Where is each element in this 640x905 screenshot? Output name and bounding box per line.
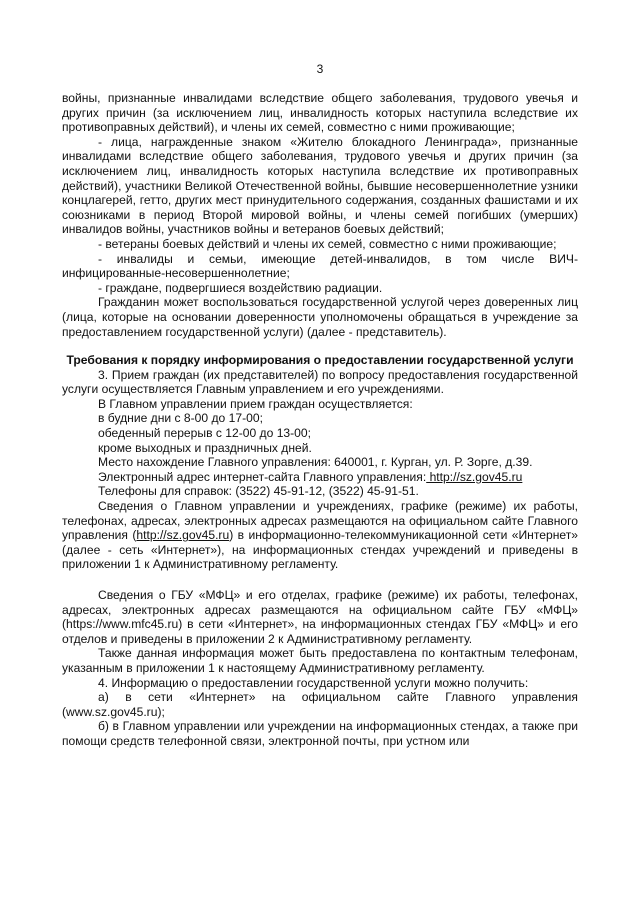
paragraph-weekdays: в будние дни с 8-00 до 17-00; xyxy=(98,411,263,426)
paragraph-3-reception: 3. Прием граждан (их представителей) по вопросу предоставления государственной услуги осуществляется Главным управлением и его учреждениями. xyxy=(62,367,578,397)
paragraph-veterans-invalids: войны, признанные инвалидами вследствие общего заболевания, трудового увечья и других причин (за исключением лиц, инвалидность которых наступила вследствие их противоправных действий), и члены их семей, совместно с ними проживающие; xyxy=(62,91,578,135)
paragraph-mfc-info: Сведения о ГБУ «МФЦ» и его отделах, графике (режиме) их работы, телефонах, адресах, электронных адресах размещаются на официальном сайте ГБУ «МФЦ» (https://www.mfc45.ru) в сети «Интернет», на информационных стендах ГБУ «МФЦ» и его отделов и приведены в приложении 2 к Административному регламенту. xyxy=(62,588,578,646)
paragraph-disabled-families: - инвалиды и семьи, имеющие детей-инвалидов, в том числе ВИЧ-инфицированные-несовершеннолетние; xyxy=(62,251,578,281)
info-placement-text-a: Сведения о Главном управлении и учреждениях, графике (режиме) их работы, телефонах, адресах, электронных адресах размещаются на официальном сайте Главного управления ( xyxy=(62,499,578,543)
paragraph-lunch-break: обеденный перерыв с 12-00 до 13-00; xyxy=(98,426,311,441)
info-placement-link[interactable]: http://sz.gov45.ru xyxy=(136,528,230,543)
paragraph-4a-internet: а) в сети «Интернет» на официальном сайте Главного управления (www.sz.gov45.ru); xyxy=(62,690,578,719)
paragraph-info-placement xyxy=(62,499,578,572)
paragraph-representative: Гражданин может воспользоваться государственной услугой через доверенных лиц (лица, которые на основании доверенности уполномочены обращаться в учреждение за предоставлением государственной услуги) (далее - представитель). xyxy=(62,295,578,339)
info-placement-text-b: ) в информационно-телекоммуникационной сети «Интернет» (далее - сеть «Интернет»), на информационных стендах учреждений и приведены в приложении 1 к Административному регламенту. xyxy=(62,528,578,572)
section-heading: Требования к порядку информирования о предоставлении государственной услуги xyxy=(66,353,574,368)
page-number: 3 xyxy=(316,62,324,76)
paragraph-4-info-sources: 4. Информацию о предоставлении государственной услуги можно получить: xyxy=(98,675,529,690)
paragraph-radiation: - граждане, подвергшиеся воздействию радиации. xyxy=(98,280,383,295)
paragraph-holidays: кроме выходных и праздничных дней. xyxy=(98,440,312,455)
paragraph-combat-veterans: - ветераны боевых действий и члены их семей, совместно с ними проживающие; xyxy=(98,236,557,251)
website-link[interactable]: http://sz.gov45.ru xyxy=(426,469,523,484)
paragraph-location: Место нахождение Главного управления: 640001, г. Курган, ул. Р. Зорге, д.39. xyxy=(98,455,533,470)
paragraph-phones: Телефоны для справок: (3522) 45-91-12, (3522) 45-91-51. xyxy=(98,484,419,499)
paragraph-blockade-leningrad: - лица, награжденные знаком «Жителю блокадного Ленинграда», признанные инвалидами вследствие общего заболевания, трудового увечья и других причин (за исключением лиц, инвалидность которых наступила вследствие их противоправных действий), участники Великой Отечественной войны, бывшие несовершеннолетние узники концлагерей, гетто, других мест принудительного содержания, созданных фашистами и их союзниками в период Второй мировой войны, и члены семей погибших (умерших) инвалидов войны, участников войны и ветеранов боевых действий; xyxy=(62,134,578,237)
document-body xyxy=(62,91,578,749)
paragraph-website xyxy=(62,470,578,485)
paragraph-contact-phones: Также данная информация может быть предоставлена по контактным телефонам, указанным в приложении 1 к настоящему Административному регламенту. xyxy=(62,646,578,675)
paragraph-4b-stands: б) в Главном управлении или учреждении на информационных стендах, а также при помощи средств телефонной связи, электронной почты, при устном или xyxy=(62,719,578,748)
paragraph-reception-schedule: В Главном управлении прием граждан осуществляется: xyxy=(98,396,413,411)
website-label: Электронный адрес интернет-сайта Главного управления: xyxy=(98,469,427,484)
